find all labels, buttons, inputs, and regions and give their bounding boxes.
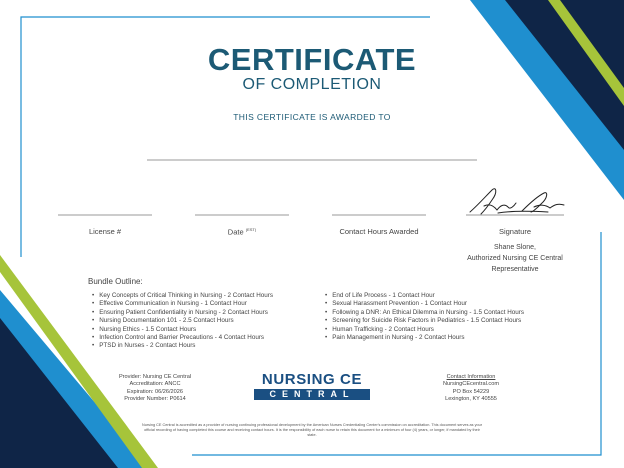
course-item: • Ensuring Patient Confidentiality in Nursing - 2 Contact Hours (92, 309, 273, 317)
course-item: • Key Concepts of Critical Thinking in Nursing - 2 Contact Hours (92, 292, 273, 300)
handwritten-signature (470, 189, 564, 214)
accreditation-fine-print: Nursing CE Central is accredited as a provider of nursing continuing professional development by the American Nurses Credentialing Center's commission on accreditation. This document serves as your official recording of having completed this course and receiving contact hours. It is the responsibility of each nurse to retain this document for a minimum of four (4) years, or longer, if mandated by their state. (142, 423, 483, 437)
certificate-subtitle: OF COMPLETION (242, 76, 382, 93)
course-item: • Effective Communication in Nursing - 1 Contact Hour (92, 300, 273, 308)
nursing-ce-central-logo (250, 372, 374, 406)
provider-number: Provider Number: P0614 (124, 396, 186, 403)
course-list-right (325, 292, 524, 342)
course-item: • Pain Management in Nursing - 2 Contact Hours (325, 334, 524, 342)
contact-po-box: PO Box 54229 (452, 388, 490, 395)
date-label (195, 227, 289, 237)
date-label-text: Date (227, 227, 244, 237)
course-item: • End of Life Process - 1 Contact Hour (325, 292, 524, 300)
date-timezone: (EST) (245, 227, 257, 232)
course-list-left (92, 292, 273, 351)
course-item: • Following a DNR: An Ethical Dilemma in Nursing - 1.5 Contact Hours (325, 309, 524, 317)
course-item: • Nursing Documentation 101 - 2.5 Contact Hours (92, 317, 273, 325)
logo-line1: NURSING CE (261, 371, 363, 388)
contact-website[interactable]: NursingCEcentral.com (443, 381, 499, 388)
signer-title-line2: Representative (491, 266, 539, 273)
license-label: License # (88, 227, 122, 236)
contact-info (416, 374, 526, 404)
course-item: • Infection Control and Barrier Precautions - 4 Contact Hours (92, 334, 273, 342)
signer-name: Shane Slone, (493, 244, 537, 251)
awarded-to-text: THIS CERTIFICATE IS AWARDED TO (233, 112, 391, 122)
course-item: • Screening for Suicide Risk Factors in Pediatrics - 1.5 Contact Hours (325, 317, 524, 325)
provider-info (107, 374, 203, 404)
course-item: • Nursing Ethics - 1.5 Contact Hours (92, 326, 273, 334)
certificate-title: CERTIFICATE (207, 42, 417, 77)
contact-hours-label: Contact Hours Awarded (339, 227, 419, 236)
contact-heading: Contact Information (446, 374, 496, 380)
course-item: • Sexual Harassment Prevention - 1 Contact Hour (325, 300, 524, 308)
provider-accreditation: Accreditation: ANCC (129, 381, 181, 388)
signer-block (452, 242, 578, 275)
logo-line2: CENTRAL (254, 389, 370, 400)
provider-name: Provider: Nursing CE Central (118, 374, 192, 380)
signer-title-line1: Authorized Nursing CE Central (467, 255, 563, 262)
provider-expiration: Expiration: 06/26/2026 (127, 388, 183, 395)
course-item: • Human Trafficking - 2 Contact Hours (325, 326, 524, 334)
bundle-outline-title: Bundle Outline: (88, 277, 143, 286)
signature-label: Signature (498, 227, 532, 236)
course-item: • PTSD in Nurses - 2 Contact Hours (92, 342, 273, 350)
contact-city: Lexington, KY 40555 (445, 396, 497, 403)
